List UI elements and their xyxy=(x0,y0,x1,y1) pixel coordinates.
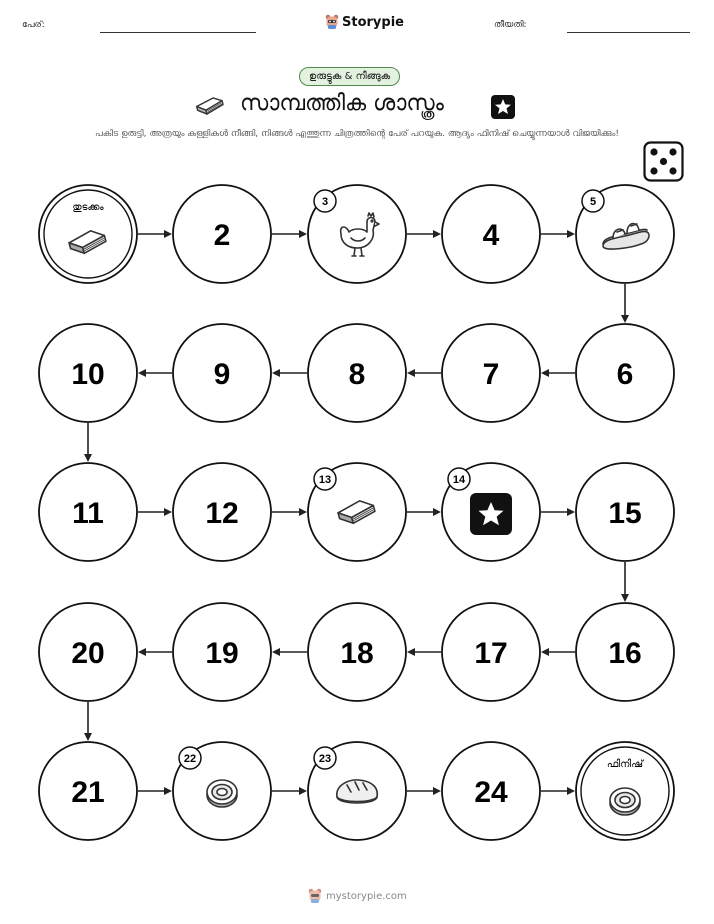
board-cell-9[interactable] xyxy=(173,324,271,422)
board-cell-16[interactable] xyxy=(576,603,674,701)
board-cell-19[interactable] xyxy=(173,603,271,701)
path-arrow xyxy=(407,648,441,656)
board-cell-15[interactable] xyxy=(576,463,674,561)
coin-icon xyxy=(207,780,237,807)
board-cell-17[interactable] xyxy=(442,603,540,701)
path-arrow xyxy=(84,702,92,741)
cell-number-badge xyxy=(314,747,336,769)
cell-number: 17 xyxy=(474,637,508,670)
cell-caption: തുടക്കം xyxy=(72,202,104,213)
cell-number: 8 xyxy=(348,358,366,391)
board-cell-6[interactable] xyxy=(576,324,674,422)
cell-number: 12 xyxy=(205,497,239,530)
board-cell-14[interactable] xyxy=(442,463,540,561)
path-arrow xyxy=(621,562,629,602)
path-arrow xyxy=(621,284,629,323)
path-arrow xyxy=(407,369,441,377)
cell-number: 20 xyxy=(71,637,105,670)
board-cell-21[interactable] xyxy=(39,742,137,840)
page-title: സാമ്പത്തിക ശാസ്ത്രം xyxy=(240,91,444,116)
path-arrow xyxy=(541,787,575,795)
badge-number: 23 xyxy=(318,753,332,765)
path-arrow xyxy=(272,230,307,238)
name-label: പേര്: xyxy=(22,20,45,30)
bread-icon xyxy=(337,780,377,803)
game-tag: ഉരുട്ടുക & നീങ്ങുക xyxy=(299,67,400,86)
cell-number: 11 xyxy=(72,497,104,530)
path-arrow xyxy=(84,423,92,462)
path-arrow xyxy=(272,508,307,516)
path-arrow xyxy=(541,369,575,377)
path-arrow xyxy=(138,508,172,516)
path-arrow xyxy=(407,787,441,795)
footer xyxy=(308,888,407,904)
cell-number-badge xyxy=(314,468,336,490)
board-cell-23[interactable] xyxy=(308,742,406,840)
cell-number: 19 xyxy=(205,637,239,670)
cell-number: 9 xyxy=(213,358,231,391)
cell-number: 7 xyxy=(482,358,500,391)
path-arrow xyxy=(138,648,172,656)
board-cell-1[interactable] xyxy=(39,185,137,283)
badge-number: 13 xyxy=(318,474,332,486)
cell-number: 21 xyxy=(71,776,105,809)
board-cell-4[interactable] xyxy=(442,185,540,283)
date-label: തീയതി: xyxy=(494,20,527,30)
board-cell-18[interactable] xyxy=(308,603,406,701)
board-cell-2[interactable] xyxy=(173,185,271,283)
cell-number: 15 xyxy=(608,497,642,530)
board-cell-5[interactable] xyxy=(576,185,674,283)
mascot-icon xyxy=(308,888,322,904)
instructions: പകിട ഉരുട്ടി, അത്രയും കള്ളികൾ നീങ്ങി, നിങ്ങൾ എത്തുന്ന ചിത്രത്തിന്റെ പേര് പറയുക. ആദ്യം ഫിനിഷ് ചെയ്യുന്നയാൾ വിജയിക്കും! xyxy=(95,129,619,139)
badge-number: 14 xyxy=(452,474,466,486)
cell-number: 6 xyxy=(616,358,634,391)
badge-number: 5 xyxy=(589,196,597,208)
board-cell-8[interactable] xyxy=(308,324,406,422)
cell-number: 18 xyxy=(340,637,374,670)
cell-number: 24 xyxy=(474,776,508,809)
badge-number: 22 xyxy=(183,753,197,765)
board-cell-7[interactable] xyxy=(442,324,540,422)
cell-number-badge xyxy=(448,468,470,490)
board-cell-10[interactable] xyxy=(39,324,137,422)
footer-site[interactable]: mystorypie.com xyxy=(326,890,407,902)
cell-number-badge xyxy=(582,190,604,212)
board-cell-13[interactable] xyxy=(308,463,406,561)
path-arrow xyxy=(272,648,307,656)
path-arrow xyxy=(541,648,575,656)
board-cell-22[interactable] xyxy=(173,742,271,840)
path-arrow xyxy=(541,508,575,516)
path-arrow xyxy=(407,230,441,238)
board-cell-25[interactable] xyxy=(576,742,674,840)
star-icon xyxy=(470,493,512,535)
cell-number-badge xyxy=(314,190,336,212)
path-arrow xyxy=(138,369,172,377)
path-arrow xyxy=(272,369,307,377)
badge-number: 3 xyxy=(321,196,329,208)
board-cell-11[interactable] xyxy=(39,463,137,561)
path-arrow xyxy=(272,787,307,795)
cell-number: 10 xyxy=(71,358,105,391)
board-cell-24[interactable] xyxy=(442,742,540,840)
path-arrow xyxy=(407,508,441,516)
path-arrow xyxy=(138,230,172,238)
cell-number: 16 xyxy=(608,637,642,670)
cell-caption: ഫിനിഷ് xyxy=(606,759,644,770)
path-arrow xyxy=(138,787,172,795)
board-cell-3[interactable] xyxy=(308,185,406,283)
cell-number: 2 xyxy=(213,219,231,252)
cell-number: 4 xyxy=(482,219,500,252)
coin-icon xyxy=(610,788,640,815)
board-cell-20[interactable] xyxy=(39,603,137,701)
brand-name: Storypie xyxy=(342,14,404,30)
path-arrow xyxy=(541,230,575,238)
board-cell-12[interactable] xyxy=(173,463,271,561)
cell-number-badge xyxy=(179,747,201,769)
